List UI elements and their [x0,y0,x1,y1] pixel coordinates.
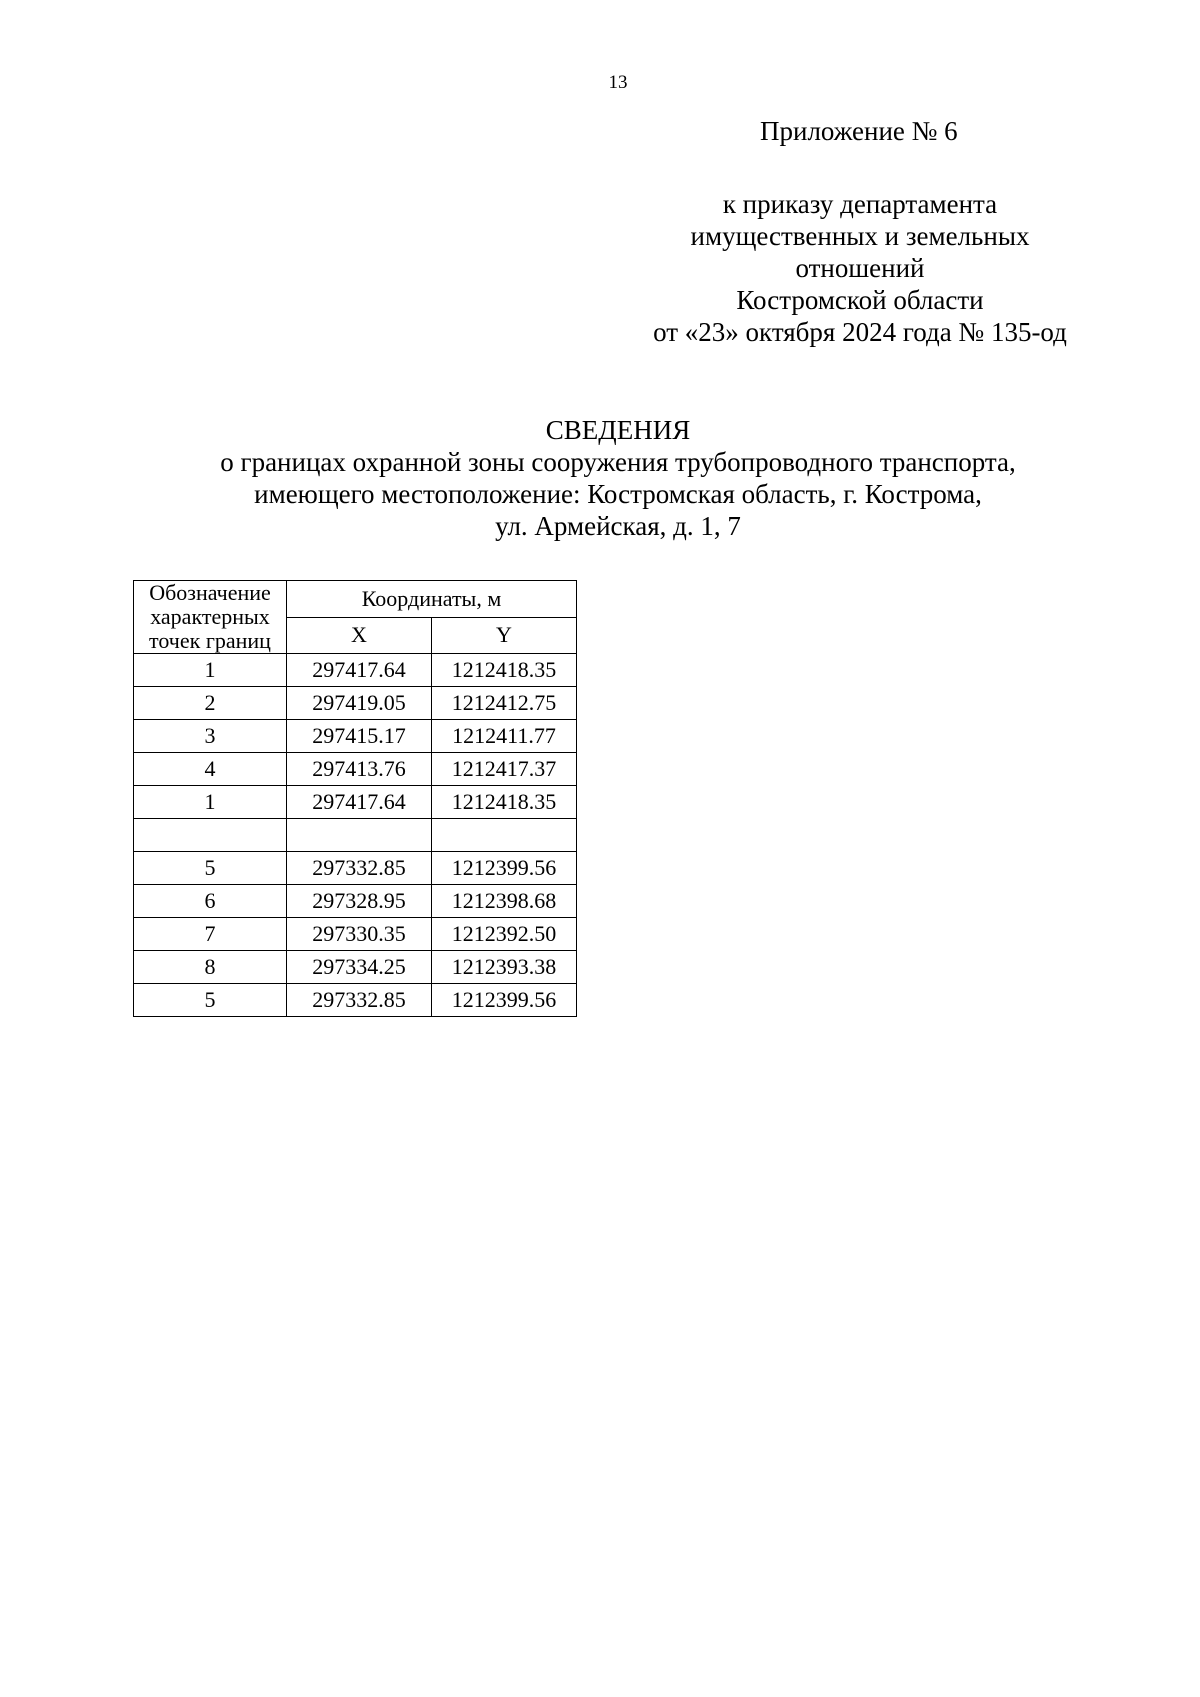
cell-x: 297332.85 [287,984,432,1017]
cell-point: 5 [134,852,287,885]
cell-point: 8 [134,951,287,984]
header-point-line: Обозначение [149,580,271,605]
order-reference [600,188,1120,348]
cell-y [432,819,577,852]
table-row [134,753,577,786]
order-reference-line: Костромской области [736,285,984,315]
cell-x [287,819,432,852]
cell-y: 1212393.38 [432,951,577,984]
appendix-title: Приложение № 6 [760,116,958,146]
coordinates-table [133,580,577,1017]
cell-y: 1212411.77 [432,720,577,753]
cell-y: 1212392.50 [432,918,577,951]
header-coordinates: Координаты, м [287,581,577,618]
cell-y: 1212417.37 [432,753,577,786]
cell-point: 6 [134,885,287,918]
cell-point: 5 [134,984,287,1017]
cell-point: 1 [134,654,287,687]
header-point-line: характерных [150,604,270,629]
document-title: СВЕДЕНИЯ [545,415,691,445]
table-row [134,885,577,918]
cell-point: 7 [134,918,287,951]
order-reference-line: к приказу департамента [722,189,998,219]
table-row [134,852,577,885]
cell-point: 3 [134,720,287,753]
cell-x: 297332.85 [287,852,432,885]
table-row [134,654,577,687]
order-reference-line: от «23» октября 2024 года № 135-од [653,317,1067,347]
document-heading [0,414,1200,542]
cell-y: 1212412.75 [432,687,577,720]
cell-point: 2 [134,687,287,720]
table-row [134,918,577,951]
header-x: X [287,617,432,654]
document-subtitle-line: имеющего местоположение: Костромская область, г. Кострома, [254,479,982,509]
cell-x: 297334.25 [287,951,432,984]
table-row [134,984,577,1017]
header-point-line: точек границ [149,628,271,653]
cell-x: 297330.35 [287,918,432,951]
cell-x: 297417.64 [287,786,432,819]
cell-y: 1212418.35 [432,654,577,687]
table-row [134,951,577,984]
cell-x: 297328.95 [287,885,432,918]
table-row [134,720,577,753]
cell-x: 297413.76 [287,753,432,786]
cell-y: 1212418.35 [432,786,577,819]
document-subtitle-line: о границах охранной зоны сооружения трубопроводного транспорта, [220,447,1016,477]
cell-point: 1 [134,786,287,819]
header-y: Y [432,617,577,654]
cell-point [134,819,287,852]
cell-y: 1212399.56 [432,984,577,1017]
cell-y: 1212399.56 [432,852,577,885]
cell-point: 4 [134,753,287,786]
cell-x: 297419.05 [287,687,432,720]
table-header-row [134,581,577,618]
order-reference-line: отношений [795,253,925,283]
page-number: 13 [608,72,628,93]
table-row [134,687,577,720]
order-reference-line: имущественных и земельных [690,221,1030,251]
cell-x: 297417.64 [287,654,432,687]
cell-x: 297415.17 [287,720,432,753]
cell-y: 1212398.68 [432,885,577,918]
table-row-empty [134,819,577,852]
table-row [134,786,577,819]
document-subtitle-line: ул. Армейская, д. 1, 7 [495,511,741,541]
header-point-designation [134,581,287,654]
